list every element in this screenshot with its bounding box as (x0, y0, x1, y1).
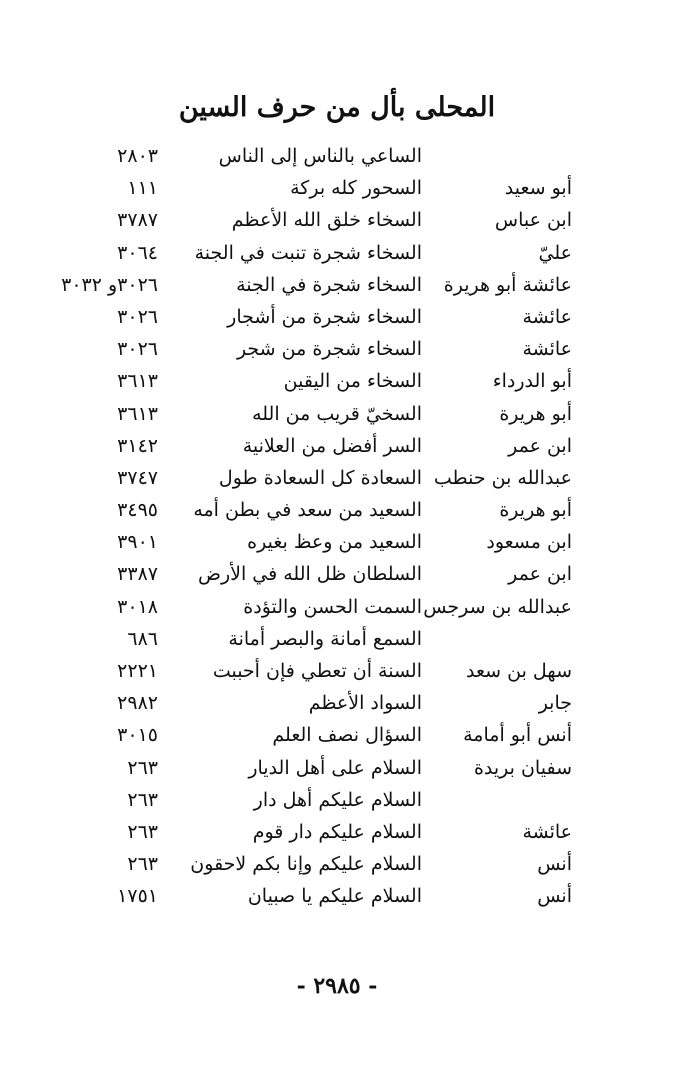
index-row (0, 398, 674, 430)
hadith-number: ١٧٥١ (117, 885, 158, 908)
hadith-number: ٢٦٣ (127, 788, 158, 811)
hadith-number: ٣٠٢٦و ٣٠٣٢ (61, 273, 158, 296)
narrator-name: عليّ (538, 241, 572, 264)
hadith-text: السواد الأعظم (308, 692, 422, 715)
narrator-name: عائشة أبو هريرة (443, 273, 572, 296)
hadith-number: ٣٠١٨ (117, 595, 158, 618)
hadith-text: السمع أمانة والبصر أمانة (228, 627, 422, 650)
index-row (0, 687, 674, 719)
hadith-number: ٣٠٢٦ (117, 338, 158, 361)
hadith-text: السخيّ قريب من الله (252, 402, 422, 425)
hadith-number: ٣٧٨٧ (117, 209, 158, 232)
hadith-number: ٣١٤٢ (117, 434, 158, 457)
narrator-name: أبو هريرة (499, 499, 572, 522)
hadith-text: السلطان ظل الله في الأرض (197, 563, 422, 586)
index-row (0, 558, 674, 590)
hadith-text: السؤال نصف العلم (272, 724, 422, 747)
hadith-text: السعادة كل السعادة طول (218, 466, 422, 489)
narrator-name: عائشة (522, 820, 572, 843)
narrator-name: سهل بن سعد (466, 660, 572, 682)
hadith-number: ٢٩٨٢ (117, 692, 158, 715)
hadith-number: ٣٠٦٤ (117, 241, 158, 264)
hadith-text: السلام عليكم وإنا بكم لاحقون (190, 853, 422, 876)
hadith-number: ٢٦٣ (127, 756, 158, 779)
hadith-text: السلام على أهل الديار (248, 756, 422, 779)
index-list (0, 140, 674, 913)
hadith-number: ٢٢٢١ (117, 660, 158, 682)
hadith-number: ١١١ (127, 177, 158, 200)
hadith-text: السخاء شجرة تنبت في الجنة (194, 241, 422, 264)
narrator-name: أنس أبو أمامة (463, 724, 572, 747)
index-row (0, 719, 674, 751)
hadith-text: السلام عليكم أهل دار (253, 788, 422, 811)
hadith-number: ٦٨٦ (127, 627, 158, 650)
index-row (0, 816, 674, 848)
index-row (0, 269, 674, 301)
index-row (0, 752, 674, 784)
hadith-text: السخاء من اليقين (283, 370, 422, 393)
hadith-text: السر أفضل من العلانية (242, 434, 422, 457)
index-row (0, 591, 674, 623)
index-row (0, 365, 674, 397)
hadith-number: ٢٦٣ (127, 820, 158, 843)
hadith-text: السلام عليكم دار قوم (252, 820, 422, 843)
hadith-number: ٢٨٠٣ (117, 145, 158, 167)
narrator-name: ابن مسعود (486, 531, 572, 554)
index-row (0, 204, 674, 236)
hadith-text: الساعي بالناس إلى الناس (218, 145, 422, 167)
hadith-text: السخاء خلق الله الأعظم (231, 209, 422, 232)
hadith-number: ٣٣٨٧ (117, 563, 158, 586)
hadith-number: ٣٠١٥ (117, 724, 158, 747)
narrator-name: جابر (538, 692, 572, 715)
hadith-number: ٢٦٣ (127, 853, 158, 876)
narrator-name: أبو سعيد (504, 177, 572, 200)
narrator-name: عائشة (522, 305, 572, 328)
hadith-text: السخاء شجرة في الجنة (236, 273, 422, 296)
narrator-name: أبو هريرة (499, 402, 572, 425)
index-row (0, 880, 674, 912)
index-row (0, 526, 674, 558)
index-row (0, 494, 674, 526)
narrator-name: أنس (537, 853, 572, 876)
hadith-text: السخاء شجرة من شجر (236, 338, 422, 361)
narrator-name: أنس (537, 885, 572, 908)
index-row (0, 655, 674, 687)
hadith-number: ٣٧٤٧ (117, 466, 158, 489)
index-row (0, 333, 674, 365)
index-row (0, 462, 674, 494)
hadith-text: السلام عليكم يا صبيان (247, 885, 422, 908)
hadith-number: ٣٩٠١ (117, 531, 158, 554)
hadith-number: ٣٦١٣ (117, 402, 158, 425)
hadith-text: السعيد من سعد في بطن أمه (193, 499, 422, 522)
index-row (0, 301, 674, 333)
hadith-number: ٣٦١٣ (117, 370, 158, 393)
page-title: المحلى بأل من حرف السين (178, 92, 496, 123)
hadith-text: السحور كله بركة (290, 177, 422, 200)
narrator-name: عبدالله بن سرجس (423, 595, 572, 618)
hadith-number: ٣٠٢٦ (117, 305, 158, 328)
narrator-name: ابن عمر (508, 434, 572, 457)
narrator-name: ابن عمر (508, 563, 572, 586)
narrator-name: سفيان بريدة (473, 756, 572, 779)
narrator-name: ابن عباس (494, 209, 572, 232)
index-row (0, 172, 674, 204)
index-row (0, 623, 674, 655)
index-row (0, 237, 674, 269)
narrator-name: أبو الدرداء (492, 370, 572, 393)
hadith-text: السخاء شجرة من أشجار (227, 305, 422, 328)
narrator-name: عائشة (522, 338, 572, 361)
hadith-number: ٣٤٩٥ (117, 499, 158, 522)
index-row (0, 140, 674, 172)
page-number: - ٢٩٨٥ - (296, 973, 378, 999)
hadith-text: السمت الحسن والتؤدة (243, 595, 422, 618)
narrator-name: عبدالله بن حنطب (433, 466, 572, 489)
hadith-text: السنة أن تعطي فإن أحببت (212, 660, 422, 682)
index-row (0, 848, 674, 880)
index-row (0, 784, 674, 816)
index-row (0, 430, 674, 462)
hadith-text: السعيد من وعظ بغيره (247, 531, 422, 554)
